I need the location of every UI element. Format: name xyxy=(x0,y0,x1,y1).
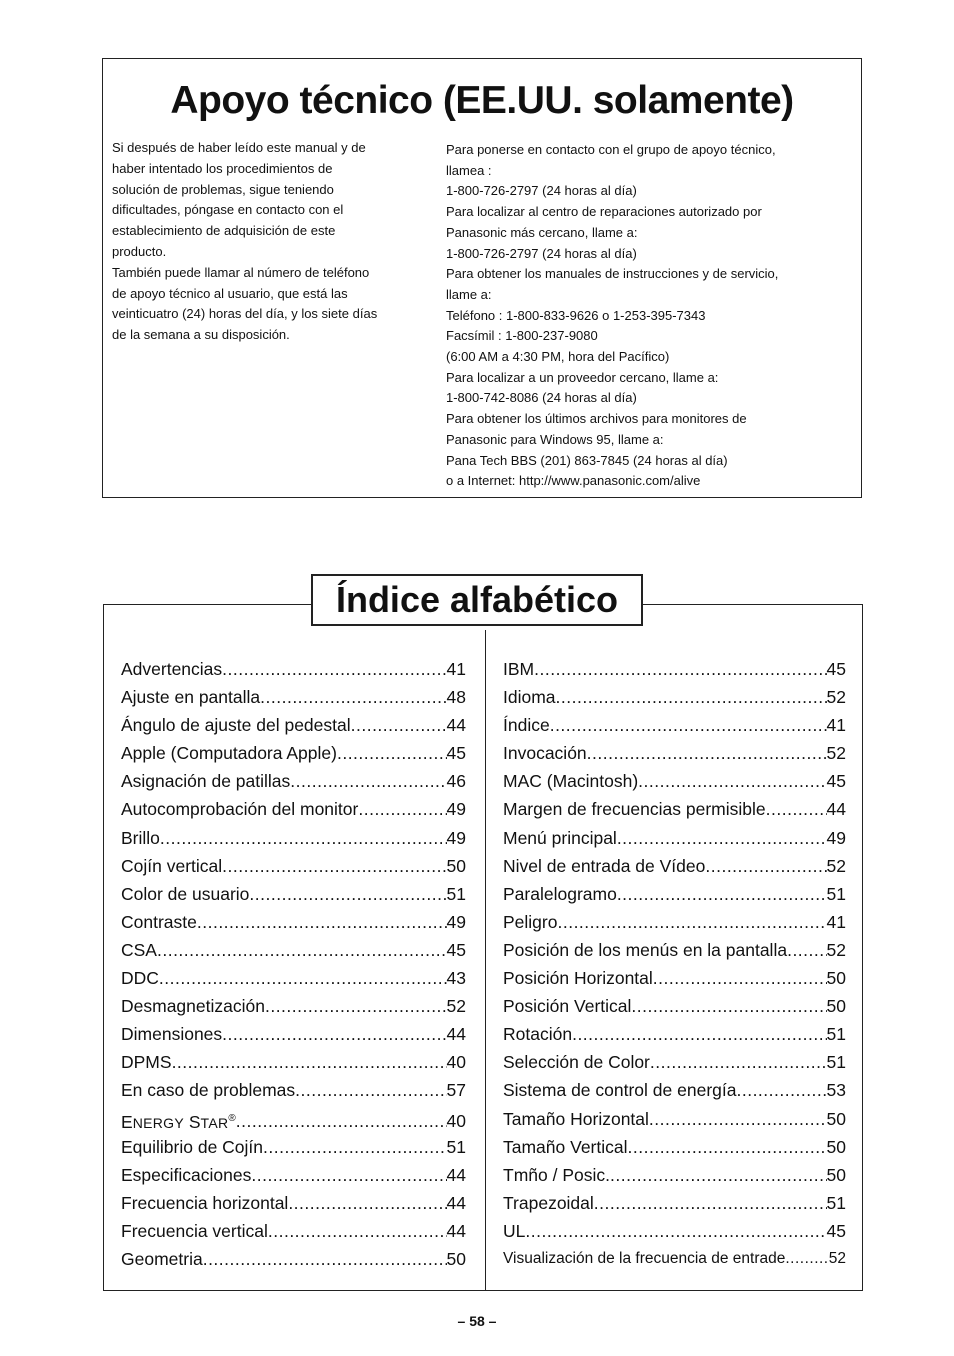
dot-leader xyxy=(572,1020,826,1048)
index-page: 53 xyxy=(826,1080,846,1101)
dot-leader xyxy=(649,1105,827,1133)
index-page: 50 xyxy=(446,1248,466,1269)
index-page: 52 xyxy=(826,855,846,876)
index-term: ENERGY STAR® xyxy=(121,1111,236,1132)
dot-leader xyxy=(557,908,826,936)
index-entry xyxy=(121,683,466,711)
index-page: 51 xyxy=(826,883,846,904)
index-term: Geometria xyxy=(121,1248,203,1269)
index-term: Índice xyxy=(503,715,550,736)
index-entry xyxy=(121,936,466,964)
index-entry xyxy=(503,711,846,739)
index-entry xyxy=(503,908,846,936)
column-divider xyxy=(485,630,486,1290)
index-page: 52 xyxy=(828,1249,846,1267)
index-entry xyxy=(503,992,846,1020)
dot-leader xyxy=(358,795,446,823)
support-left-line: Si después de haber leído este manual y de xyxy=(112,140,366,155)
index-entry xyxy=(503,1048,846,1076)
index-page: 50 xyxy=(446,855,466,876)
dot-leader xyxy=(222,852,446,880)
support-right-line: o a Internet: http://www.panasonic.com/alive xyxy=(446,473,701,489)
index-entry xyxy=(503,1189,846,1217)
index-term: Cojín vertical xyxy=(121,855,223,876)
index-entry xyxy=(121,824,466,852)
support-right-line: Para ponerse en contacto con el grupo de apoyo técnico, xyxy=(446,142,776,157)
index-term: Paralelogramo xyxy=(503,883,617,904)
support-left-line: de apoyo técnico al usuario, que está las xyxy=(112,285,348,301)
index-entry xyxy=(121,852,466,880)
index-entry xyxy=(121,964,466,992)
support-right-line: 1-800-726-2797 (24 horas al día) xyxy=(446,245,637,261)
index-entry xyxy=(503,852,846,880)
index-term: CSA xyxy=(121,939,157,960)
index-page: 44 xyxy=(446,1220,466,1241)
support-left-line: producto. xyxy=(112,243,167,259)
index-term: Dimensiones xyxy=(121,1024,223,1045)
dot-leader xyxy=(617,880,827,908)
support-right-line: 1-800-742-8086 (24 horas al día) xyxy=(446,390,637,406)
index-entry xyxy=(121,767,466,795)
index-entry xyxy=(121,711,466,739)
index-term: Ángulo de ajuste del pedestal xyxy=(121,715,351,736)
dot-leader xyxy=(265,992,447,1020)
index-entry xyxy=(121,880,466,908)
index-page: 45 xyxy=(826,1220,846,1241)
index-entry xyxy=(503,1245,846,1273)
index-entry xyxy=(121,655,466,683)
support-right-line: Para obtener los manuales de instrucciones y de servicio, xyxy=(446,266,779,282)
index-page: 52 xyxy=(826,687,846,708)
index-page: 44 xyxy=(826,799,846,820)
dot-leader xyxy=(249,880,446,908)
index-page: 52 xyxy=(446,996,466,1017)
index-term: Asignación de patillas xyxy=(121,771,291,792)
support-title: Apoyo técnico (EE.UU. solamente) xyxy=(170,79,794,122)
dot-leader xyxy=(337,739,447,767)
index-term: IBM xyxy=(503,659,535,679)
index-page: 46 xyxy=(446,771,466,792)
index-term: Advertencias xyxy=(121,659,223,679)
index-entry xyxy=(503,1217,846,1245)
dot-leader xyxy=(263,1133,447,1161)
dot-leader xyxy=(766,795,827,823)
dot-leader xyxy=(525,1217,826,1245)
index-entry xyxy=(503,936,846,964)
index-term: Equilibrio de Cojín xyxy=(121,1136,264,1157)
page-number: – 58 – xyxy=(457,1313,497,1329)
index-page: 45 xyxy=(826,771,846,792)
index-entry xyxy=(121,992,466,1020)
support-right-line: Panasonic para Windows 95, llame a: xyxy=(446,431,664,447)
index-page: 50 xyxy=(826,1136,846,1157)
index-entry xyxy=(121,1105,466,1133)
dot-leader xyxy=(172,1048,447,1076)
index-page: 44 xyxy=(446,715,466,736)
index-entry xyxy=(503,739,846,767)
index-term: Frecuencia horizontal xyxy=(121,1192,289,1213)
support-left-line: solución de problemas, sigue teniendo xyxy=(112,181,334,197)
dot-leader xyxy=(295,1076,446,1104)
support-right-column xyxy=(446,140,856,492)
index-page: 51 xyxy=(826,1052,846,1073)
dot-leader xyxy=(638,767,826,795)
support-left-line: haber intentado los procedimientos de xyxy=(112,160,333,176)
dot-leader xyxy=(351,711,447,739)
index-page: 41 xyxy=(826,715,846,736)
index-entry xyxy=(121,1133,466,1161)
support-left-line: También puede llamar al número de teléfono xyxy=(112,264,370,280)
index-entry xyxy=(503,1076,846,1104)
support-right-line: llame a: xyxy=(446,286,492,302)
support-left-line: veinticuatro (24) horas del día, y los siete días xyxy=(112,306,378,322)
index-page: 50 xyxy=(826,1108,846,1129)
dot-leader xyxy=(787,936,826,964)
index-term: Tmño / Posic. xyxy=(503,1164,610,1185)
index-page: 44 xyxy=(446,1192,466,1213)
index-term: Desmagnetización xyxy=(121,996,265,1017)
dot-leader xyxy=(160,824,447,852)
index-entry xyxy=(503,1105,846,1133)
index-page: 51 xyxy=(446,1136,466,1157)
index-term: Ajuste en pantalla xyxy=(121,687,261,708)
index-page: 52 xyxy=(826,743,846,764)
index-entry xyxy=(503,1133,846,1161)
index-page: 50 xyxy=(826,968,846,989)
index-term: Idioma xyxy=(503,687,556,708)
dot-leader xyxy=(222,655,446,683)
index-entry xyxy=(503,1161,846,1189)
support-right-line: Facsímil : 1-800-237-9080 xyxy=(446,328,598,344)
dot-leader xyxy=(203,1245,447,1273)
index-term: Sistema de control de energía xyxy=(503,1080,737,1101)
dot-leader xyxy=(159,964,447,992)
dot-leader xyxy=(785,1245,828,1273)
index-entry xyxy=(121,1189,466,1217)
index-page: 51 xyxy=(446,883,466,904)
index-page: 57 xyxy=(446,1080,466,1101)
index-term: Posición Vertical xyxy=(503,996,632,1017)
index-page: 40 xyxy=(446,1052,466,1073)
index-entry xyxy=(121,795,466,823)
index-page: 52 xyxy=(826,939,846,960)
index-term: Posición Horizontal xyxy=(503,968,653,989)
dot-leader xyxy=(290,767,446,795)
dot-leader xyxy=(587,739,827,767)
dot-leader xyxy=(610,1161,827,1189)
index-term: Posición de los menús en la pantalla xyxy=(503,939,788,960)
index-title: Índice alfabético xyxy=(311,574,643,626)
index-entry xyxy=(503,964,846,992)
index-right-column xyxy=(503,655,846,1273)
index-page: 41 xyxy=(446,659,466,679)
dot-leader xyxy=(653,964,827,992)
index-entry xyxy=(121,1161,466,1189)
dot-leader xyxy=(617,824,827,852)
support-right-line: 1-800-726-2797 (24 horas al día) xyxy=(446,183,637,199)
index-term: Color de usuario xyxy=(121,883,250,904)
support-right-line: (6:00 AM a 4:30 PM, hora del Pacífico) xyxy=(446,349,670,365)
index-page: 41 xyxy=(826,911,846,932)
index-entry xyxy=(503,655,846,683)
index-term: UL xyxy=(503,1220,526,1241)
dot-leader xyxy=(736,1076,826,1104)
index-entry xyxy=(121,739,466,767)
index-term: En caso de problemas xyxy=(121,1080,296,1101)
index-entry xyxy=(503,767,846,795)
dot-leader xyxy=(288,1189,446,1217)
index-page: 50 xyxy=(826,1164,846,1185)
index-entry xyxy=(503,1020,846,1048)
index-entry xyxy=(121,1217,466,1245)
index-term: Frecuencia vertical xyxy=(121,1220,268,1241)
support-right-line: Para localizar a un proveedor cercano, llame a: xyxy=(446,369,719,385)
index-entry xyxy=(121,1245,466,1273)
dot-leader xyxy=(268,1217,447,1245)
index-term: Tamaño Vertical xyxy=(503,1136,628,1157)
index-entry xyxy=(121,1048,466,1076)
index-term: Peligro xyxy=(503,911,558,932)
dot-leader xyxy=(650,1048,827,1076)
index-term: Visualización de la frecuencia de entrade xyxy=(503,1249,786,1267)
dot-leader xyxy=(705,852,826,880)
index-page: 49 xyxy=(826,827,846,848)
index-page: 49 xyxy=(446,827,466,848)
support-right-line: Panasonic más cercano, llame a: xyxy=(446,224,638,240)
index-term: Brillo xyxy=(121,827,160,848)
support-right-line: Para obtener los últimos archivos para monitores de xyxy=(446,411,747,427)
index-page: 45 xyxy=(826,659,846,679)
index-page: 49 xyxy=(446,911,466,932)
index-term: Selección de Color xyxy=(503,1052,650,1073)
index-page: 45 xyxy=(446,743,466,764)
support-left-line: de la semana a su disposición. xyxy=(112,327,290,343)
index-term: Nivel de entrada de Vídeo xyxy=(503,855,706,876)
support-left-line: dificultades, póngase en contacto con el xyxy=(112,202,344,218)
dot-leader xyxy=(556,683,827,711)
dot-leader xyxy=(157,936,447,964)
index-entry xyxy=(503,795,846,823)
index-page: 51 xyxy=(826,1024,846,1045)
index-term: Margen de frecuencias permisible xyxy=(503,799,766,820)
index-entry xyxy=(503,880,846,908)
index-page: 44 xyxy=(446,1164,466,1185)
index-term: Trapezoidal xyxy=(503,1192,594,1213)
index-term: MAC (Macintosh) xyxy=(503,771,639,792)
index-page: 40 xyxy=(446,1111,466,1132)
index-term: Apple (Computadora Apple) xyxy=(121,743,337,764)
index-term: Contraste xyxy=(121,911,197,932)
support-right-line: llamea : xyxy=(446,162,492,178)
support-left-column xyxy=(112,138,412,346)
dot-leader xyxy=(628,1133,827,1161)
index-page: 51 xyxy=(826,1192,846,1213)
index-page: 50 xyxy=(826,996,846,1017)
dot-leader xyxy=(236,1107,447,1135)
index-entry xyxy=(121,1076,466,1104)
support-right-line: Para localizar al centro de reparaciones autorizado por xyxy=(446,204,762,220)
dot-leader xyxy=(251,1161,446,1189)
index-term: DPMS xyxy=(121,1052,172,1073)
index-term: Rotación xyxy=(503,1024,573,1045)
index-term: Autocomprobación del monitor xyxy=(121,799,359,820)
index-page: 45 xyxy=(446,939,466,960)
index-term: Tamaño Horizontal xyxy=(503,1108,649,1129)
index-left-column xyxy=(121,655,466,1273)
index-entry xyxy=(503,683,846,711)
index-page: 48 xyxy=(446,687,466,708)
technical-support-box xyxy=(102,58,862,498)
index-term: Menú principal xyxy=(503,827,617,848)
dot-leader xyxy=(631,992,826,1020)
dot-leader xyxy=(260,683,446,711)
dot-leader xyxy=(534,655,826,683)
dot-leader xyxy=(594,1189,827,1217)
index-entry xyxy=(121,1020,466,1048)
index-term: Especificaciones xyxy=(121,1164,252,1185)
support-right-line: Teléfono : 1-800-833-9626 o 1-253-395-7343 xyxy=(446,307,706,323)
support-right-line: Pana Tech BBS (201) 863-7845 (24 horas al día) xyxy=(446,452,728,468)
support-left-line: establecimiento de adquisición de este xyxy=(112,223,336,239)
index-term: Invocación xyxy=(503,743,587,764)
index-term: DDC xyxy=(121,968,159,989)
dot-leader xyxy=(197,908,447,936)
index-page: 49 xyxy=(446,799,466,820)
index-entry xyxy=(503,824,846,852)
index-page: 43 xyxy=(446,968,466,989)
dot-leader xyxy=(550,711,827,739)
dot-leader xyxy=(222,1020,446,1048)
index-entry xyxy=(121,908,466,936)
index-page: 44 xyxy=(446,1024,466,1045)
